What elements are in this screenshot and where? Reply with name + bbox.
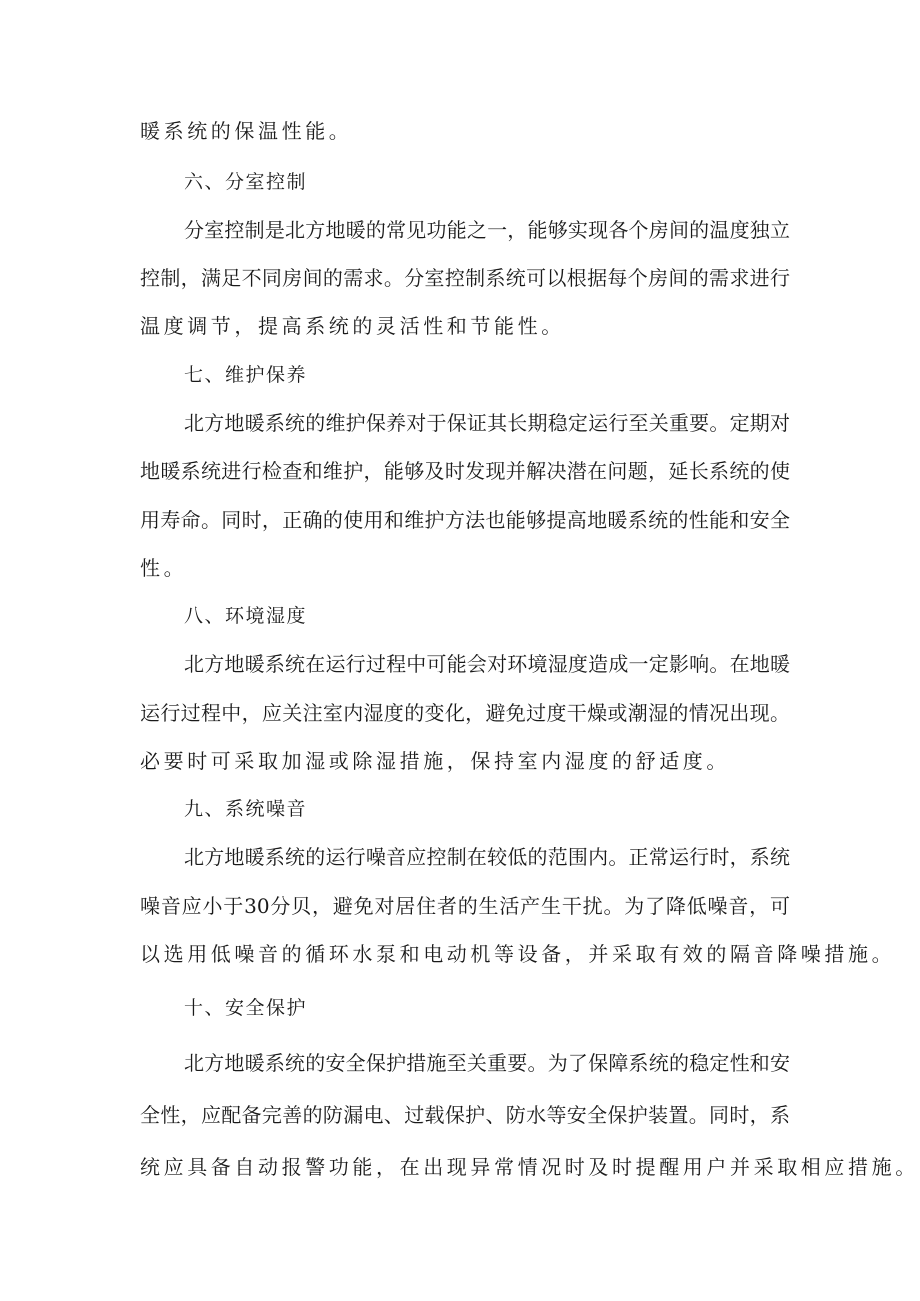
paragraph-continuation: 暖系统的保温性能。 bbox=[140, 119, 353, 143]
paragraph-line: 用寿命。同时，正确的使用和维护方法也能够提高地暖系统的性能和安全 bbox=[140, 508, 790, 532]
section-heading-10: 十、安全保护 bbox=[184, 997, 308, 1019]
paragraph-line: 分室控制是北方地暖的常见功能之一，能够实现各个房间的温度独立 bbox=[184, 218, 790, 242]
section-heading-7: 七、维护保养 bbox=[184, 364, 308, 386]
paragraph-line: 必要时可采取加湿或除湿措施，保持室内湿度的舒适度。 bbox=[140, 749, 730, 773]
section-heading-9: 九、系统噪音 bbox=[184, 798, 308, 820]
section-heading-8: 八、环境湿度 bbox=[184, 605, 308, 627]
section-heading-6: 六、分室控制 bbox=[184, 171, 308, 193]
paragraph-line: 地暖系统进行检查和维护，能够及时发现并解决潜在问题，延长系统的使 bbox=[140, 459, 790, 483]
paragraph-line: 北方地暖系统的运行噪音应控制在较低的范围内。正常运行时，系统 bbox=[184, 845, 790, 869]
paragraph-line: 性。 bbox=[140, 556, 188, 580]
paragraph-line: 统应具备自动报警功能，在出现异常情况时及时提醒用户并采取相应措施。 bbox=[140, 1155, 919, 1179]
paragraph-line: 温度调节，提高系统的灵活性和节能性。 bbox=[140, 314, 565, 338]
paragraph-line: 北方地暖系统的安全保护措施至关重要。为了保障系统的稳定性和安 bbox=[184, 1051, 790, 1075]
paragraph-line: 全性，应配备完善的防漏电、过载保护、防水等安全保护装置。同时，系 bbox=[140, 1103, 790, 1127]
paragraph-line: 控制，满足不同房间的需求。分室控制系统可以根据每个房间的需求进行 bbox=[140, 266, 790, 290]
paragraph-line: 运行过程中，应关注室内湿度的变化，避免过度干燥或潮湿的情况出现。 bbox=[140, 701, 790, 725]
paragraph-line: 北方地暖系统的维护保养对于保证其长期稳定运行至关重要。定期对 bbox=[184, 411, 790, 435]
paragraph-line: 噪音应小于30分贝，避免对居住者的生活产生干扰。为了降低噪音，可 bbox=[140, 894, 790, 918]
paragraph-line: 北方地暖系统在运行过程中可能会对环境湿度造成一定影响。在地暖 bbox=[184, 652, 790, 676]
paragraph-line: 以选用低噪音的循环水泵和电动机等设备，并采取有效的隔音降噪措施。 bbox=[140, 942, 896, 966]
